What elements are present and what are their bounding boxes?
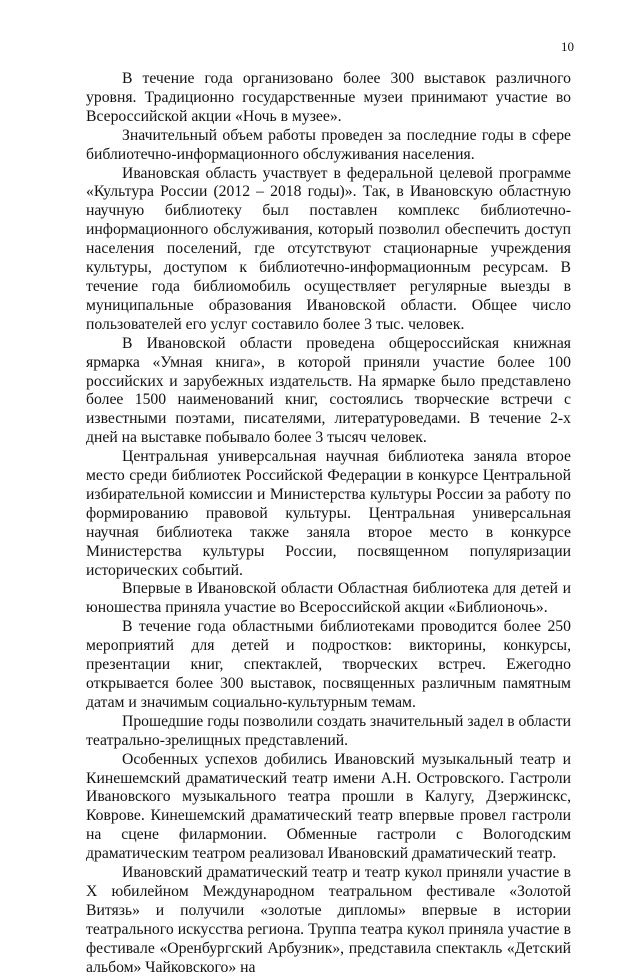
paragraph-7: В течение года областными библиотеками проводится более 250 мероприятий для детей и подростков: викторины, конкурсы, презентации книг, спектаклей, творческих встреч. Ежегодно открывается более 300 выставок, посвященных различным памятным датам и значимым социально-культурным темам. (86, 618, 571, 711)
paragraph-5: Центральная универсальная научная библиотека заняла второе место среди библиотек Российской Федерации в конкурсе Центральной избирательной комиссии и Министерства культуры России за работу по формированию правовой культуры. Центральная универсальная научная библиотека также заняла второе место в конкурсе Министерства культуры России, посвященном популяризации исторических событий. (86, 448, 571, 579)
paragraph-8: Прошедшие годы позволили создать значительный задел в области театрально-зрелищных представлений. (86, 712, 571, 749)
paragraph-6: Впервые в Ивановской области Областная библиотека для детей и юношества приняла участие во Всероссийской акции «Библионочь». (86, 580, 571, 617)
paragraph-4: В Ивановской области проведена общероссийская книжная ярмарка «Умная книга», в которой приняли участие более 100 российских и зарубежных издательств. На ярмарке было представлено более 1500 наименований книг, состоялись творческие встречи с известными поэтами, писателями, литературоведами. В течение 2-х дней на выставке побывало более 3 тысяч человек. (86, 334, 571, 447)
paragraph-3: Ивановская область участвует в федеральной целевой программе «Культура России (2012 – 2018 годы)». Так, в Ивановскую областную научную библиотеку был поставлен комплекс библиотечно-информационного обслуживания, который позволил обеспечить доступ населения поселений, где отсутствуют стационарные учреждения культуры, доступом к библиотечно-информационным ресурсам. В течение года библиомобиль осуществляет регулярные выезды в муниципальные образования Ивановской области. Общее число пользователей его услуг составило более 3 тыс. человек. (86, 164, 571, 333)
paragraph-9: Особенных успехов добились Ивановский музыкальный театр и Кинешемский драматический театр имени А.Н. Островского. Гастроли Ивановского музыкального театра прошли в Калугу, Дзержинскс, Коврове. Кинешемский драматический театр впервые провел гастроли на сцене филармонии. Обменные гастроли с Вологодским драматическим театром реализовал Ивановский драматический театр. (86, 750, 571, 863)
page-number: 10 (561, 39, 574, 54)
paragraph-10: Ивановский драматический театр и театр кукол приняли участие в X юбилейном Международном театральном фестивале «Золотой Витязь» и получили «золотые дипломы» впервые в истории театрального искусства региона. Труппа театра кукол приняла участие в фестивале «Оренбургский Арбузник», представила спектакль «Детский альбом» Чайковского» на (86, 864, 571, 976)
paragraph-1: В течение года организовано более 300 выставок различного уровня. Традиционно государственные музеи принимают участие во Всероссийской акции «Ночь в музее». (86, 70, 571, 125)
document-body (86, 70, 571, 978)
paragraph-2: Значительный объем работы проведен за последние годы в сфере библиотечно-информационного обслуживания населения. (86, 126, 571, 163)
